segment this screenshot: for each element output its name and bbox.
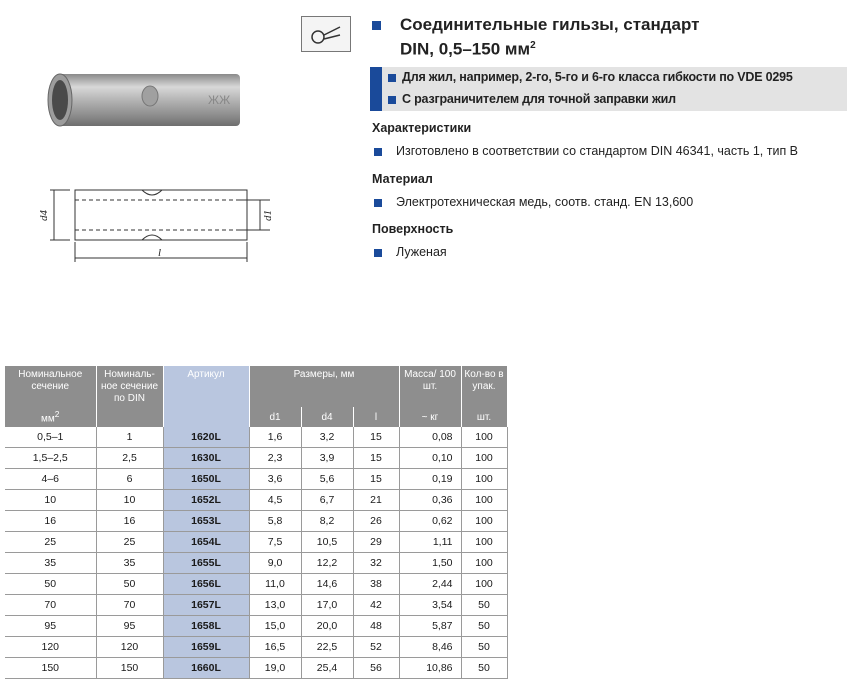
cell-section: 50 bbox=[5, 574, 96, 595]
cell-section-din: 2,5 bbox=[96, 448, 163, 469]
table-header-row bbox=[5, 366, 507, 407]
section-bullet bbox=[374, 148, 382, 156]
cell-section: 25 bbox=[5, 532, 96, 553]
col-header-section: Номинальное сечение bbox=[5, 366, 96, 407]
cell-qty: 100 bbox=[461, 553, 507, 574]
subheader-d1: d1 bbox=[249, 407, 301, 427]
cell-section: 16 bbox=[5, 511, 96, 532]
cell-section-din: 70 bbox=[96, 595, 163, 616]
feature-2: С разграничителем для точной заправки жил bbox=[402, 92, 676, 106]
subheader-empty bbox=[96, 407, 163, 427]
subheader-l: l bbox=[353, 407, 399, 427]
cell-section: 1,5–2,5 bbox=[5, 448, 96, 469]
cell-article: 1657L bbox=[163, 595, 249, 616]
section-bullet bbox=[374, 249, 382, 257]
table-row bbox=[5, 616, 507, 637]
feature-bullet bbox=[388, 74, 396, 82]
cell-qty: 50 bbox=[461, 616, 507, 637]
cell-mass: 0,62 bbox=[399, 511, 461, 532]
cell-d4: 14,6 bbox=[301, 574, 353, 595]
cell-d1: 9,0 bbox=[249, 553, 301, 574]
cell-l: 15 bbox=[353, 427, 399, 448]
cell-d1: 11,0 bbox=[249, 574, 301, 595]
cell-section-din: 1 bbox=[96, 427, 163, 448]
cell-qty: 100 bbox=[461, 490, 507, 511]
cell-section-din: 120 bbox=[96, 637, 163, 658]
cell-section: 10 bbox=[5, 490, 96, 511]
section-text: Изготовлено в соответствии со стандартом DIN 46341, часть 1, тип В bbox=[396, 144, 799, 158]
subheader-d4: d4 bbox=[301, 407, 353, 427]
subheader-section-unit: $мм^2$ bbox=[5, 407, 96, 427]
cell-article: 1654L bbox=[163, 532, 249, 553]
cell-l: 56 bbox=[353, 658, 399, 679]
table-row bbox=[5, 532, 507, 553]
cell-section: 150 bbox=[5, 658, 96, 679]
cell-l: 32 bbox=[353, 553, 399, 574]
title-line2: DIN, 0,5–150 мм bbox=[400, 39, 531, 59]
table-row bbox=[5, 469, 507, 490]
cell-section: 95 bbox=[5, 616, 96, 637]
cell-qty: 100 bbox=[461, 511, 507, 532]
cell-article: 1658L bbox=[163, 616, 249, 637]
table-row bbox=[5, 553, 507, 574]
feature-1: Для жил, например, 2-го, 5-го и 6-го класса гибкости по VDE 0295 bbox=[402, 70, 793, 84]
cell-qty: 100 bbox=[461, 532, 507, 553]
technical-drawing bbox=[30, 180, 280, 270]
cell-d1: 1,6 bbox=[249, 427, 301, 448]
cell-section-din: 25 bbox=[96, 532, 163, 553]
cell-article: 1660L bbox=[163, 658, 249, 679]
cell-d1: 5,8 bbox=[249, 511, 301, 532]
cell-mass: 1,50 bbox=[399, 553, 461, 574]
table-row bbox=[5, 448, 507, 469]
table-body bbox=[5, 427, 507, 679]
cell-d1: 15,0 bbox=[249, 616, 301, 637]
cell-section-din: 150 bbox=[96, 658, 163, 679]
cell-mass: 0,36 bbox=[399, 490, 461, 511]
table-row bbox=[5, 490, 507, 511]
col-header-dims: Размеры, мм bbox=[249, 366, 399, 407]
cell-mass: 3,54 bbox=[399, 595, 461, 616]
d4-label: d4 bbox=[38, 210, 50, 221]
cell-qty: 50 bbox=[461, 595, 507, 616]
cell-l: 38 bbox=[353, 574, 399, 595]
table-row bbox=[5, 574, 507, 595]
cell-d4: 6,7 bbox=[301, 490, 353, 511]
cell-article: 1655L bbox=[163, 553, 249, 574]
cell-section: 70 bbox=[5, 595, 96, 616]
title-sup: 2 bbox=[530, 40, 536, 51]
cell-l: 26 bbox=[353, 511, 399, 532]
cell-section-din: 50 bbox=[96, 574, 163, 595]
section-heading: Характеристики bbox=[372, 121, 472, 135]
cell-article: 1652L bbox=[163, 490, 249, 511]
table-row bbox=[5, 511, 507, 532]
cell-article: 1656L bbox=[163, 574, 249, 595]
cell-qty: 100 bbox=[461, 448, 507, 469]
cell-l: 21 bbox=[353, 490, 399, 511]
table-row bbox=[5, 595, 507, 616]
cell-d1: 19,0 bbox=[249, 658, 301, 679]
cell-qty: 50 bbox=[461, 637, 507, 658]
cell-section: 0,5–1 bbox=[5, 427, 96, 448]
table-row bbox=[5, 637, 507, 658]
col-header-article: Артикул bbox=[163, 366, 249, 407]
cell-section: 4–6 bbox=[5, 469, 96, 490]
cell-d4: 3,2 bbox=[301, 427, 353, 448]
cell-article: 1650L bbox=[163, 469, 249, 490]
cell-section-din: 95 bbox=[96, 616, 163, 637]
subheader-mass-unit: ~ кг bbox=[399, 407, 461, 427]
cell-mass: 8,46 bbox=[399, 637, 461, 658]
feature-bar bbox=[370, 67, 382, 111]
cell-l: 48 bbox=[353, 616, 399, 637]
product-stamp: ЖЖ bbox=[208, 93, 231, 107]
d1-label: d1 bbox=[262, 210, 274, 221]
cell-l: 29 bbox=[353, 532, 399, 553]
section-bullet bbox=[374, 199, 382, 207]
cell-d1: 3,6 bbox=[249, 469, 301, 490]
cell-l: 42 bbox=[353, 595, 399, 616]
cell-section-din: 16 bbox=[96, 511, 163, 532]
cell-article: 1620L bbox=[163, 427, 249, 448]
col-header-mass: Масса/ 100 шт. bbox=[399, 366, 461, 407]
cell-d4: 3,9 bbox=[301, 448, 353, 469]
cell-qty: 50 bbox=[461, 658, 507, 679]
cell-d4: 22,5 bbox=[301, 637, 353, 658]
section-text: Луженая bbox=[396, 245, 447, 259]
subheader-empty bbox=[163, 407, 249, 427]
cell-mass: 10,86 bbox=[399, 658, 461, 679]
table-subheader-row bbox=[5, 407, 507, 427]
section-heading: Поверхность bbox=[372, 222, 454, 236]
page-title bbox=[400, 14, 700, 60]
cell-d1: 16,5 bbox=[249, 637, 301, 658]
cell-article: 1630L bbox=[163, 448, 249, 469]
cell-mass: 0,08 bbox=[399, 427, 461, 448]
cell-section-din: 6 bbox=[96, 469, 163, 490]
cell-section-din: 10 bbox=[96, 490, 163, 511]
cell-d4: 25,4 bbox=[301, 658, 353, 679]
cell-mass: 0,10 bbox=[399, 448, 461, 469]
col-header-qty: Кол-во в упак. bbox=[461, 366, 507, 407]
cell-l: 15 bbox=[353, 448, 399, 469]
cell-d4: 5,6 bbox=[301, 469, 353, 490]
cell-d4: 12,2 bbox=[301, 553, 353, 574]
l-label: l bbox=[158, 247, 162, 259]
cell-article: 1659L bbox=[163, 637, 249, 658]
table-row bbox=[5, 658, 507, 679]
lug-icon bbox=[301, 16, 351, 52]
cell-d1: 13,0 bbox=[249, 595, 301, 616]
cell-mass: 1,11 bbox=[399, 532, 461, 553]
section-text: Электротехническая медь, соотв. станд. EN 13,600 bbox=[396, 195, 694, 209]
col-header-section-din: Номиналь-ное сечение по DIN bbox=[96, 366, 163, 407]
table-row bbox=[5, 427, 507, 448]
cell-article: 1653L bbox=[163, 511, 249, 532]
cell-d4: 10,5 bbox=[301, 532, 353, 553]
cell-l: 52 bbox=[353, 637, 399, 658]
section-heading: Материал bbox=[372, 172, 433, 186]
cell-section: 120 bbox=[5, 637, 96, 658]
cell-d4: 8,2 bbox=[301, 511, 353, 532]
subheader-qty-unit: шт. bbox=[461, 407, 507, 427]
cell-d1: 7,5 bbox=[249, 532, 301, 553]
product-photo bbox=[40, 62, 250, 138]
cell-qty: 100 bbox=[461, 574, 507, 595]
cell-d4: 17,0 bbox=[301, 595, 353, 616]
cell-d4: 20,0 bbox=[301, 616, 353, 637]
cell-section-din: 35 bbox=[96, 553, 163, 574]
cell-qty: 100 bbox=[461, 427, 507, 448]
feature-bullet bbox=[388, 96, 396, 104]
cell-section: 35 bbox=[5, 553, 96, 574]
cell-d1: 2,3 bbox=[249, 448, 301, 469]
cell-qty: 100 bbox=[461, 469, 507, 490]
cell-d1: 4,5 bbox=[249, 490, 301, 511]
title-line1: Соединительные гильзы, стандарт bbox=[400, 15, 700, 34]
cell-mass: 0,19 bbox=[399, 469, 461, 490]
title-bullet bbox=[372, 21, 381, 30]
cell-mass: 2,44 bbox=[399, 574, 461, 595]
product-table bbox=[5, 366, 508, 679]
cell-l: 15 bbox=[353, 469, 399, 490]
cell-mass: 5,87 bbox=[399, 616, 461, 637]
